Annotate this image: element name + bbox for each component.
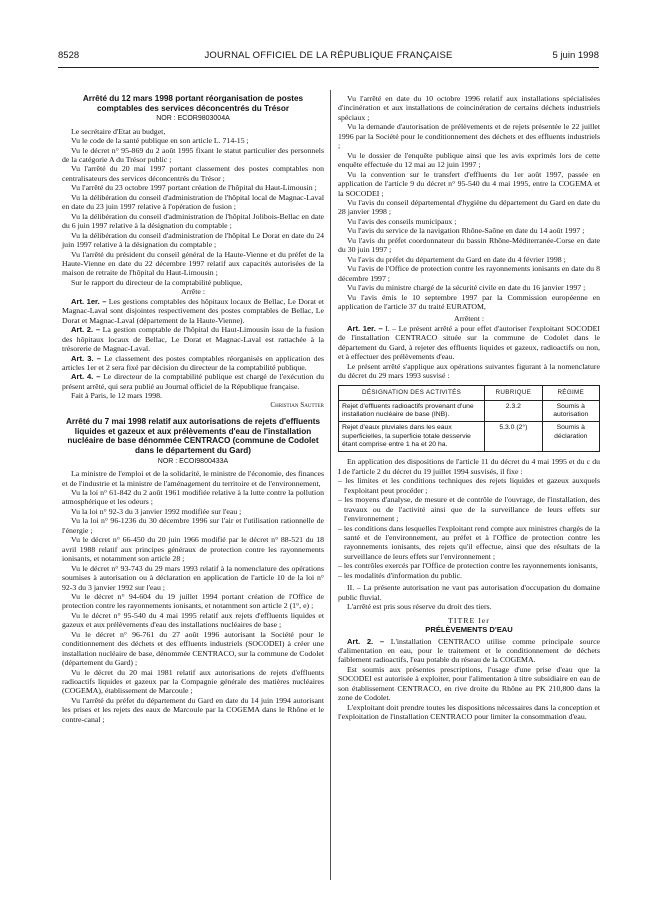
article-text: L'installation CENTRACO utilise comme principale source d'alimentation en eau, pour le traitement et le conditionnement de déchets faiblement radioactifs, l'eau potable du réseau de la COGEMA.	[338, 636, 601, 665]
article-label: Art. 3. –	[71, 353, 102, 363]
paragraph: Vu le code de la santé publique en son article L. 714-15 ;	[71, 136, 249, 146]
paragraph: La ministre de l'emploi et de la solidarité, le ministre de l'économie, des finances et de l'industrie et la ministre de l'aménagement du territoire et de l'environnement,	[62, 469, 324, 488]
after-table-paragraph: En application des dispositions de l'article 11 du décret du 4 mai 1995 et du c du I de l'article 2 du décret du 19 juillet 1994 susvisés, il fixe :	[338, 457, 600, 476]
paragraph: Vu la loi n° 96-1236 du 30 décembre 1996 sur l'air et l'utilisation rationnelle de l'énergie ;	[62, 516, 324, 535]
table-cell: Soumis à déclaration	[542, 422, 599, 452]
table-header-cell: RÉGIME	[542, 385, 599, 400]
article-label: Art. 1er. –	[71, 296, 107, 306]
paragraph: Vu la demande d'autorisation de prélèvements et de rejets présentée le 22 juillet 1996 par la Société pour le conditionnement des déchets et des effluents industriels ;	[338, 122, 600, 151]
list-item: – les moyens d'analyse, de mesure et de contrôle de l'ouvrage, de l'installation, des travaux ou de l'activité ainsi que de la surveillance de leurs effets sur l'environnement ;	[338, 495, 600, 524]
table-row	[339, 400, 600, 422]
table-header-cell: DÉSIGNATION DES ACTIVITÉS	[339, 385, 485, 400]
paragraph: Vu l'arrêté du 23 octobre 1997 portant création de l'hôpital du Haut-Limousin ;	[71, 183, 317, 193]
list-item-text: les moyens d'analyse, de mesure et de contrôle de l'ouvrage, de l'installation, des travaux ou de l'activité ainsi que de la surveillance de leurs effets sur l'environnement ;	[344, 495, 600, 524]
left-column	[62, 94, 324, 724]
paragraph: Vu la loi n° 92-3 du 3 janvier 1992 modifiée sur l'eau ;	[71, 506, 242, 516]
article-text: I. – Le présent arrêté a pour effet d'autoriser l'exploitant SOCODEI de l'installation CENTRACO située sur la commune de Codolet dans le département du Gard, à rejeter des effluents liquides et gazeux, radioactifs ou non, et à effectuer des prélèvements d'eau.	[338, 323, 600, 362]
provisions-list	[338, 476, 600, 580]
decree-2-visas	[62, 469, 324, 724]
article	[62, 354, 324, 373]
table-cell: Rejet d'eaux pluviales dans les eaux superficielles, la superficie totale desservie étant comprise entre 1 ha et 20 ha.	[339, 422, 485, 452]
reserve-paragraph: L'arrêté est pris sous réserve du droit des tiers.	[347, 602, 492, 612]
paragraph: Vu l'arrêté du préfet du département du Gard en date du 14 juin 1994 autorisant les prises et les rejets des eaux de Marcoule par la COGEMA dans le Rhône et le contre-canal ;	[62, 695, 324, 724]
list-item-text: les limites et les conditions techniques des rejets liquides et gazeux auxquels l'exploitant peut procéder ;	[344, 476, 600, 495]
paragraph: Vu l'avis de l'Office de protection contre les rayonnements ionisants en date du 8 décembre 1997 ;	[338, 264, 600, 283]
article-2	[338, 637, 600, 665]
article-2-para-2: Est soumis aux présentes prescriptions, l'usage d'une prise d'eau que la SOCODEI est autorisée à exploiter, pour l'alimentation à titre subsidiaire en eau de son établissement CENTRACO, en rive droite du Rhône au PK 210,800 dans la zone de Codolet.	[338, 664, 600, 703]
article-text: Le classement des postes comptables réorganisés en application des articles 1er et 2 sera fixé par décision du directeur de la comptabilité publique.	[62, 353, 324, 372]
decree-2-nor: NOR : ECOI9800433A	[157, 457, 229, 465]
table-cell: Rejet d'effluents radioactifs provenant d'une installation nucléaire de base (INB).	[339, 400, 485, 422]
paragraph: Vu le décret du 20 mai 1981 relatif aux autorisations de rejets d'effluents radioactifs liquides et gazeux par la Compagnie générale des matières nucléaires (COGEMA), établissement de Marcoule ;	[62, 667, 324, 696]
page-number: 8528	[58, 50, 80, 61]
nomenclature-table	[338, 385, 600, 453]
paragraph: Vu l'avis émis le 10 septembre 1997 par la Commission européenne en application de l'article 37 du traité EURATOM,	[338, 292, 600, 311]
paragraph: Vu l'avis du service de la navigation Rhône-Saône en date du 14 août 1997 ;	[347, 226, 585, 236]
decree-2-article-1	[338, 324, 600, 362]
decree-1-place-date: Fait à Paris, le 12 mars 1998.	[71, 391, 162, 401]
journal-title: JOURNAL OFFICIEL DE LA RÉPUBLIQUE FRANÇAISE	[204, 50, 453, 61]
header-rule	[58, 67, 599, 68]
paragraph: Vu la délibération du conseil d'administration de l'hôpital Le Dorat en date du 24 juin 1997 relative à la désignation du comptable ;	[62, 230, 324, 250]
decree-2-title: Arrêté du 7 mai 1998 relatif aux autorisations de rejets d'effluents liquides et gazeux et aux prélèvements d'eau de l'installation nucléaire de base dénommée CENTRACO (commune de Codolet dans le département du Gard)	[65, 417, 321, 456]
article-label: Art. 2. –	[347, 636, 385, 646]
table-header-row	[339, 385, 600, 400]
paragraph: Vu la délibération du conseil d'administration de l'hôpital Jolibois-Bellac en date du 6 juin 1997 relative à la désignation du comptable ;	[62, 211, 324, 231]
list-item-text: les modalités d'information du public.	[343, 570, 462, 580]
article-label: Art. 4. –	[71, 372, 101, 382]
paragraph: Vu le décret n° 93-743 du 29 mars 1993 relatif à la nomenclature des opérations soumises à autorisation ou à déclaration en application de l'article 10 de la loi n° 92-3 du 3 janvier 1992 sur l'eau ;	[62, 563, 324, 592]
paragraph: Vu la loi n° 61-842 du 2 août 1961 modifiée relative à la lutte contre la pollution atmosphérique et les odeurs ;	[62, 487, 324, 507]
table-row	[339, 422, 600, 452]
table-header-cell: RUBRIQUE	[485, 385, 542, 400]
paragraph: Vu la convention sur le transfert d'effluents du 1er août 1997, passée en application de l'article 9 du décret n° 95-540 du 4 mai 1995, entre la COGEMA et la SOCODEI ;	[338, 169, 600, 198]
table-cell: Soumis à autorisation	[542, 400, 599, 422]
paragraph: Vu l'avis des conseils municipaux ;	[347, 216, 457, 226]
paragraph: Vu l'avis du préfet du département du Gard en date du 4 février 1998 ;	[347, 254, 566, 264]
paragraph: Vu le décret n° 94-604 du 19 juillet 1994 portant création de l'Office de protection contre les rayonnements ionisants, et notamment son article 2 (1°, e) ;	[62, 591, 324, 611]
title-heading: TITRE Ier	[448, 615, 490, 625]
decree-2-visas-continued	[338, 94, 600, 311]
article	[62, 372, 324, 391]
decree-1-nor: NOR : ECOR9803004A	[156, 115, 230, 123]
article	[62, 325, 324, 353]
paragraph: Sur le rapport du directeur de la comptabilité publique,	[71, 277, 243, 287]
section-heading: PRÉLÈVEMENTS D'EAU	[425, 625, 513, 635]
paragraph: Vu l'arrêté en date du 10 octobre 1996 relatif aux installations spécialisées d'incinération et aux installations de coincinération de certains déchets industriels spéciaux ;	[338, 94, 600, 122]
article-label: Art. 2. –	[71, 325, 101, 335]
issue-date: 5 juin 1998	[552, 50, 599, 61]
table-cell: 2.3.2	[485, 400, 542, 422]
paragraph: Vu le dossier de l'enquête publique ainsi que les avis exprimés lors de cette enquête effectuée du 12 mai au 12 juin 1997 ;	[338, 150, 600, 170]
article-label: Art. 1er. –	[347, 323, 383, 333]
right-column	[338, 94, 600, 722]
article-2-para-3: L'exploitant doit prendre toutes les dispositions nécessaires dans la conception et l'exploitation de l'installation CENTRACO pour limiter la consommation d'eau.	[338, 702, 600, 722]
paragraph: Vu l'avis du conseil départemental d'hygiène du département du Gard en date du 28 janvier 1998 ;	[338, 197, 600, 217]
paragraph: Vu le décret n° 95-869 du 2 août 1995 fixant le statut particulier des personnels de la catégorie A du Trésor public ;	[62, 145, 324, 164]
article-text: Le directeur de la comptabilité publique est chargé de l'exécution du présent arrêté, qui sera publié au Journal officiel de la République française.	[62, 372, 324, 391]
paragraph: Vu l'avis du préfet coordonnateur du bassin Rhône-Méditerranée-Corse en date du 30 juin 1997 ;	[338, 235, 600, 255]
column-divider	[330, 90, 331, 880]
table-cell: 5.3.0 (2°)	[485, 422, 542, 452]
paragraph: Vu le décret n° 96-761 du 27 août 1996 autorisant la Société pour le conditionnement des déchets et des effluents industriels (SOCODEI) à créer une installation nucléaire de base, dénommée CENTRACO, sur la commune de Codolet (département du Gard) ;	[62, 629, 324, 668]
paragraph: Vu l'arrêté du 20 mai 1997 portant classement des postes comptables non centralisateurs des services déconcentrés du Trésor ;	[62, 164, 324, 183]
list-item: – les modalités d'information du public.	[338, 570, 462, 580]
paragraph: Vu le décret n° 66-450 du 20 juin 1966 modifié par le décret n° 88-521 du 18 avril 1988 relatif aux principes généraux de protection contre les rayonnements ionisants, et notamment son article 28 ;	[62, 535, 324, 564]
page-header	[58, 50, 599, 64]
paragraph: Vu la délibération du conseil d'administration de l'hôpital local de Magnac-Laval en date du 23 juin 1997 relative à l'opération de fusion ;	[62, 192, 324, 212]
paragraph-ii: II. – La présente autorisation ne vaut pas autorisation d'occupation du domaine public fluvial.	[338, 583, 600, 602]
article	[62, 297, 324, 325]
decree-1-arrete: Arrête :	[180, 287, 206, 297]
list-item-text: les conditions dans lesquelles l'exploitant rend compte aux ministres chargés de la santé et de l'environnement, au préfet et à l'Office de protection contre les rayonnements ionisants, des rejets qu'il effectue, ainsi que des résultats de la surveillance de leurs effets sur l'environnement ;	[343, 523, 600, 561]
decree-1-articles	[62, 297, 324, 392]
paragraph: Vu l'arrêté du président du conseil général de la Haute-Vienne et du préfet de la Haute-Vienne en date du 22 décembre 1997 relatif aux capacités autorisées de la maison de retraite de l'hôpital du Haut-Limousin ;	[62, 249, 324, 278]
paragraph: Le secrétaire d'Etat au budget,	[71, 126, 166, 136]
decree-1-title: Arrêté du 12 mars 1998 portant réorganisation de postes comptables des services déconcentrés du Trésor	[82, 94, 304, 113]
list-item-text: les contrôles exercés par l'Office de protection contre les rayonnements ionisants,	[343, 561, 598, 571]
decree-1-signature: Christian Sautter	[270, 400, 324, 409]
list-item: – les limites et les conditions techniques des rejets liquides et gazeux auxquels l'exploitant peut procéder ;	[338, 476, 600, 495]
article-text: Les gestions comptables des hôpitaux locaux de Bellac, Le Dorat et Magnac-Laval sont disjointes respectivement des postes comptables de Bellac, Le Dorat et Magnac-Laval (département de la Haute-Vienne).	[62, 296, 324, 325]
list-item: – les conditions dans lesquelles l'exploitant rend compte aux ministres chargés de la santé et de l'environnement, au préfet et à l'Office de protection contre les rayonnements ionisants, des rejets qu'il effectue, ainsi que des résultats de la surveillance de leurs effets sur l'environnement ;	[338, 523, 600, 561]
paragraph: Vu le décret n° 95-540 du 4 mai 1995 relatif aux rejets d'effluents liquides et gazeux et aux prélèvements d'eau des installations nucléaires de base ;	[62, 610, 324, 630]
paragraph: Vu l'avis du ministre chargé de la sécurité civile en date du 16 janvier 1997 ;	[347, 283, 586, 293]
decree-2-article-1-para-2: Le présent arrêté s'applique aux opérations suivantes figurant à la nomenclature du décret du 29 mars 1993 susvisé :	[338, 361, 600, 381]
list-item: – les contrôles exercés par l'Office de protection contre les rayonnements ionisants,	[338, 561, 598, 571]
decree-2-arretent: Arrêtent :	[453, 314, 485, 324]
article-text: La gestion comptable de l'hôpital du Haut-Limousin issu de la fusion des hôpitaux locaux de Bellac, Le Dorat et Magnac-Laval est rattachée à la trésorerie de Magnac-Laval.	[62, 325, 324, 354]
decree-1-visas	[62, 127, 324, 288]
